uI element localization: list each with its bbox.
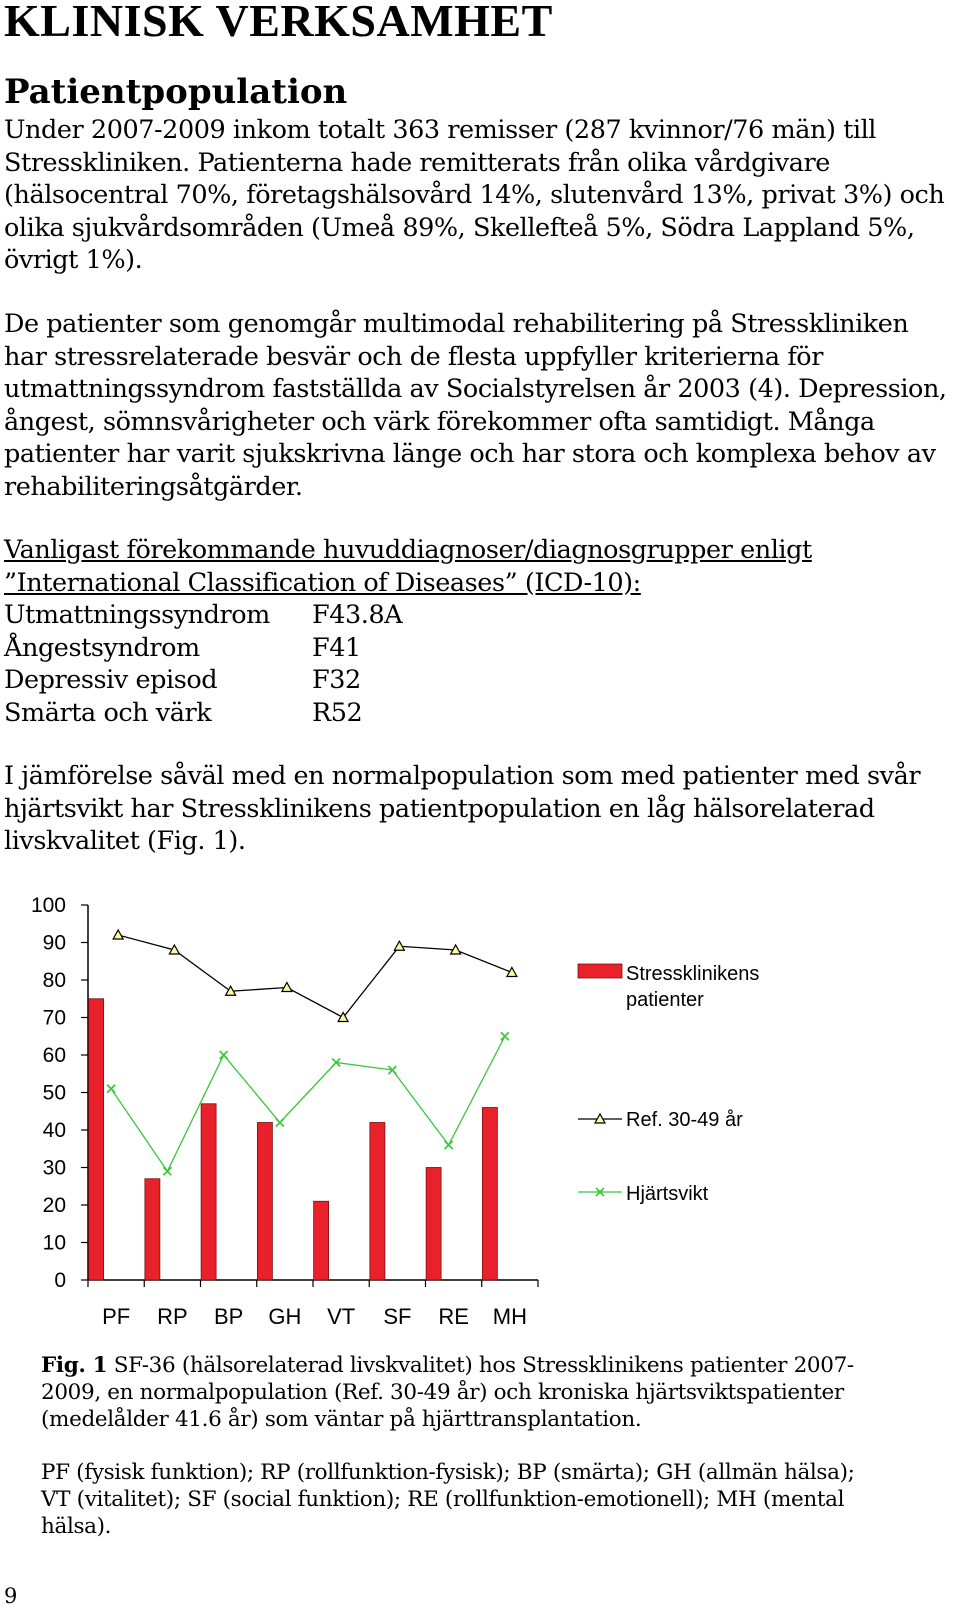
diagnosis-code: F43.8A [312,600,403,630]
diagnosis-name: Ångestsyndrom [4,632,200,663]
heart-failure-point [501,1032,509,1040]
quality-of-life-paragraph: I jämförelse såväl med en normalpopulation som med patienter med svår hjärtsvikt har Stressklinikens patientpopulation en låg hälsorelaterad livskvalitet (Fig. 1). [4,761,921,856]
x-tick-label: BP [213,1304,244,1329]
y-tick-label: 90 [42,931,66,955]
page-heading: KLINISK VERKSAMHET [4,0,553,46]
bar [370,1123,385,1281]
heart-failure-point [445,1141,453,1149]
legend-label-clinic-2: patienter [626,989,704,1011]
diagnoses-list [4,599,954,729]
y-tick-label: 100 [30,894,66,917]
legend-label-ref: Ref. 30-49 år [626,1109,743,1131]
bar [314,1201,329,1280]
ref-point [394,941,404,950]
x-tick-label: RE [438,1304,469,1329]
y-tick-label: 50 [42,1081,66,1105]
y-tick-label: 0 [54,1269,66,1292]
bar [145,1179,160,1280]
heart-failure-point [220,1051,228,1059]
legend-label-clinic: Stressklinikens [626,963,760,985]
figure-caption [41,1352,871,1433]
sf36-chart [0,880,960,1340]
diagnosis-code: R52 [312,697,363,728]
figure-caption-text: SF-36 (hälsorelaterad livskvalitet) hos Stressklinikens patienter 2007-2009, en normalpopulation (Ref. 30-49 år) och kroniska hjärtsviktspatienter (medelålder 41.6 år) som väntar på hjärttransplantation. [41,1353,854,1432]
diagnosis-row [4,599,954,632]
y-tick-label: 20 [42,1194,66,1217]
legend-bar-swatch [578,964,622,978]
heart-failure-point [276,1119,284,1127]
diagnosis-name: Smärta och värk [4,697,212,728]
y-tick-label: 30 [42,1156,66,1180]
section-title: Patientpopulation [4,72,348,112]
x-tick-label: RP [157,1304,188,1329]
bar [482,1108,497,1281]
ref-point [282,983,292,992]
page-number: 9 [4,1584,18,1608]
ref-point [507,968,517,977]
abbreviations-note: PF (fysisk funktion); RP (rollfunktion-fysisk); BP (smärta); GH (allmän hälsa); VT (vitalitet); SF (social funktion); RE (rollfunktion-emotionell); MH (mental hälsa). [41,1460,855,1539]
heart-failure-point [107,1085,115,1093]
y-tick-label: 40 [42,1119,66,1142]
diagnosis-code: F41 [312,632,361,663]
bar [201,1104,216,1280]
x-tick-label: MH [492,1304,527,1329]
y-tick-label: 70 [42,1006,66,1030]
heart-failure-line [111,1036,505,1171]
figure-label: Fig. 1 [41,1353,108,1378]
ref-point [113,930,123,939]
diagnosis-name: Utmattningssyndrom [4,600,270,630]
y-tick-label: 80 [42,969,66,992]
diagnosis-row [4,664,954,697]
diagnosis-row [4,632,954,665]
bar [426,1168,441,1281]
y-tick-label: 60 [42,1044,66,1067]
rehabilitation-paragraph: De patienter som genomgår multimodal rehabilitering på Stresskliniken har stressrelaterade besvär och de flesta uppfyller kriterierna för utmattningssyndrom fastställda av Socialstyrelsen år 2003 (4). Depression, ångest, sömnsvårigheter och värk förekommer ofta samtidigt. Många patienter har varit sjukskrivna länge och har stora och komplexa behov av rehabiliteringsåtgärder. [4,309,947,502]
x-tick-label: PF [102,1304,131,1329]
diagnoses-section [4,534,954,729]
referral-paragraph: Under 2007-2009 inkom totalt 363 remisser (287 kvinnor/76 män) till Stresskliniken. Patienterna hade remitterats från olika vårdgivare (hälsocentral 70%, företagshälsovård 14%, slutenvård 13%, privat 3%) och olika sjukvårdsområden (Umeå 89%, Skellefteå 5%, Södra Lappland 5%, övrigt 1%). [4,115,945,275]
y-tick-label: 10 [42,1231,66,1255]
x-tick-label: VT [327,1304,356,1329]
legend-label-hf: Hjärtsvikt [626,1183,709,1205]
diagnosis-row [4,697,954,730]
diagnoses-heading: Vanligast förekommande huvuddiagnoser/diagnosgrupper enligt ”International Classification of Diseases” (ICD-10): [4,535,812,598]
bar [89,999,104,1280]
x-tick-label: GH [268,1304,302,1329]
x-tick-label: SF [383,1304,412,1329]
bar [257,1123,272,1281]
heart-failure-point [163,1167,171,1175]
diagnosis-name: Depressiv episod [4,665,218,695]
ref-line [118,935,512,1018]
diagnosis-code: F32 [312,665,361,695]
